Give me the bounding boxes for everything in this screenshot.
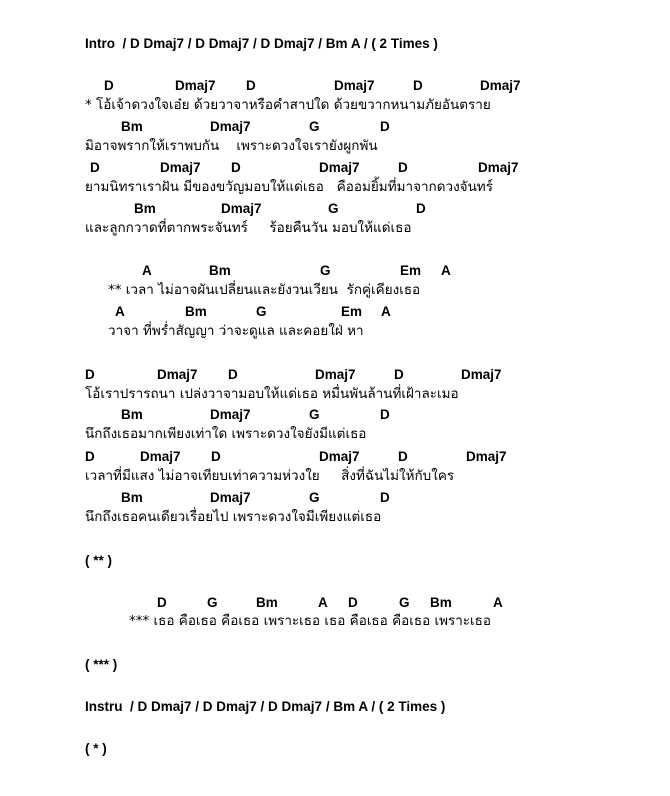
- lyric-line: ยามนิทราเราฝัน มีของขวัญมอบให้แด่เธอ คืออมยิ้มที่มาจากดวงจันทร์: [85, 179, 493, 195]
- chord: A: [318, 595, 328, 610]
- chord: D: [394, 367, 404, 382]
- chord: D: [398, 160, 408, 175]
- lyric-line: นึกถึงเธอคนเดียวเรื่อยไป เพราะดวงใจมีเพียงแต่เธอ: [85, 509, 382, 525]
- lyric-line: วาจา ที่พร่ำสัญญา ว่าจะดูแล และคอยใฝ่ หา: [108, 323, 364, 339]
- chord: Dmaj7: [160, 160, 201, 175]
- chord: D: [157, 595, 167, 610]
- chord: G: [328, 201, 339, 216]
- intro-line: Intro / D Dmaj7 / D Dmaj7 / D Dmaj7 / Bm A / ( 2 Times ): [85, 36, 438, 51]
- chord: Dmaj7: [210, 407, 251, 422]
- chord: D: [348, 595, 358, 610]
- chord: Dmaj7: [140, 449, 181, 464]
- chord: Dmaj7: [221, 201, 262, 216]
- lyric-line: *** เธอ คือเธอ คือเธอ เพราะเธอ เธอ คือเธอ คือเธอ เพราะเธอ: [129, 613, 492, 629]
- lyric-line: ** เวลา ไม่อาจผันเปลี่ยนและยังวนเวียน รักคู่เคียงเธอ: [108, 282, 421, 298]
- chord: D: [398, 449, 408, 464]
- chord: D: [413, 78, 423, 93]
- chord: Dmaj7: [466, 449, 507, 464]
- chord: Bm: [121, 119, 143, 134]
- chord: D: [380, 119, 390, 134]
- chord: G: [256, 304, 267, 319]
- chord: Dmaj7: [319, 160, 360, 175]
- chord: Bm: [209, 263, 231, 278]
- lyric-line: โอ้เราปรารถนา เปล่งวาจามอบให้แด่เธอ หมื่นพันล้านที่เฝ้าละเมอ: [85, 386, 459, 402]
- chord: G: [309, 490, 320, 505]
- repeat-bridge-marker: ( *** ): [85, 657, 118, 672]
- chord: Dmaj7: [175, 78, 216, 93]
- chord: D: [380, 407, 390, 422]
- lyric-line: และลูกกวาดที่ตากพระจันทร์ ร้อยคืนวัน มอบให้แด่เธอ: [85, 220, 412, 236]
- chord: D: [104, 78, 114, 93]
- chord: D: [228, 367, 238, 382]
- chord: G: [320, 263, 331, 278]
- chord: Dmaj7: [334, 78, 375, 93]
- chord: D: [231, 160, 241, 175]
- chord: Bm: [134, 201, 156, 216]
- chord: G: [309, 119, 320, 134]
- chord: Dmaj7: [315, 367, 356, 382]
- chord: A: [115, 304, 125, 319]
- chord: Bm: [256, 595, 278, 610]
- chord: G: [207, 595, 218, 610]
- chord: D: [211, 449, 221, 464]
- chord: Dmaj7: [478, 160, 519, 175]
- lyric-line: มิอาจพรากให้เราพบกัน เพราะดวงใจเรายังผูกพัน: [85, 138, 378, 154]
- chord: Dmaj7: [319, 449, 360, 464]
- chord: D: [90, 160, 100, 175]
- chord: A: [381, 304, 391, 319]
- chord: Dmaj7: [157, 367, 198, 382]
- chord: Em: [341, 304, 363, 319]
- lyric-line: นึกถึงเธอมากเพียงเท่าใด เพราะดวงใจยังมีแต่เธอ: [85, 426, 367, 442]
- chord: Bm: [121, 407, 143, 422]
- chord: G: [399, 595, 410, 610]
- repeat-verse-marker: ( * ): [85, 741, 107, 756]
- instru-line: Instru / D Dmaj7 / D Dmaj7 / D Dmaj7 / Bm A / ( 2 Times ): [85, 699, 446, 714]
- chord: Dmaj7: [480, 78, 521, 93]
- lyric-line: * โอ้เจ้าดวงใจเอ๋ย ด้วยวาจาหรือคำสาปใด ด้วยขวากหนามภัยอันตราย: [85, 97, 491, 113]
- chord: A: [142, 263, 152, 278]
- chord: G: [309, 407, 320, 422]
- repeat-chorus-marker: ( ** ): [85, 553, 112, 568]
- chord: A: [441, 263, 451, 278]
- chord: D: [85, 449, 95, 464]
- chord: D: [246, 78, 256, 93]
- lyric-line: เวลาที่มีแสง ไม่อาจเทียบเท่าความห่วงใย สิ่งที่ฉันไม่ให้กับใคร: [85, 468, 455, 484]
- chord: D: [85, 367, 95, 382]
- chord: Dmaj7: [461, 367, 502, 382]
- chord: Dmaj7: [210, 119, 251, 134]
- chord: Bm: [185, 304, 207, 319]
- chord: D: [380, 490, 390, 505]
- chord: Dmaj7: [210, 490, 251, 505]
- chord: A: [493, 595, 503, 610]
- chord: Bm: [121, 490, 143, 505]
- chord: Em: [400, 263, 422, 278]
- chord: Bm: [430, 595, 452, 610]
- chord: D: [416, 201, 426, 216]
